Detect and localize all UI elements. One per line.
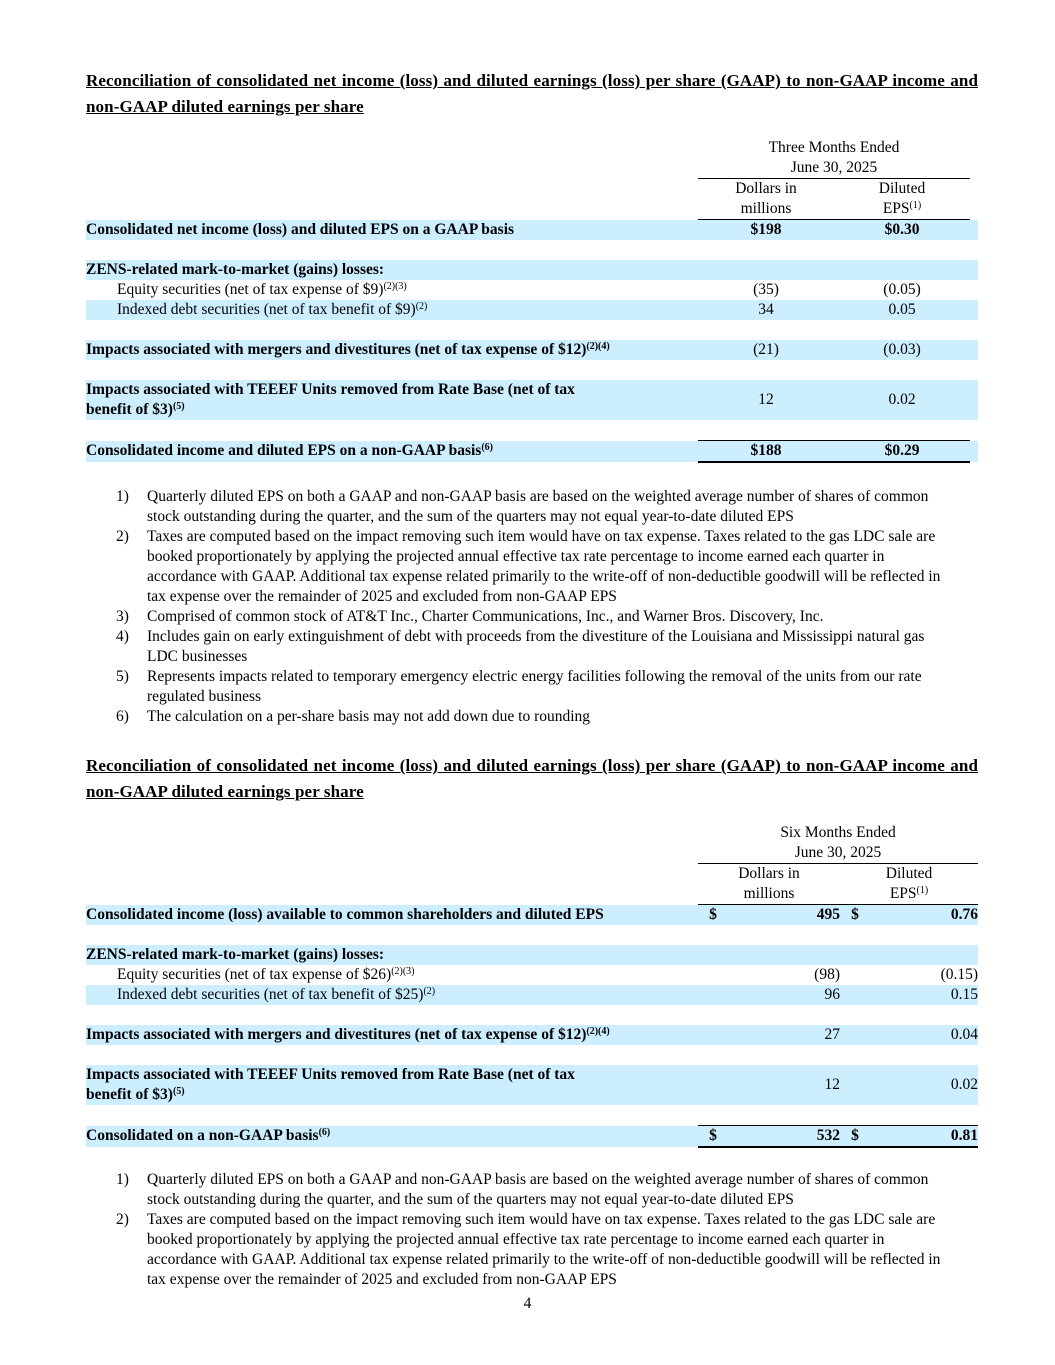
footnote: 1) Quarterly diluted EPS on both a GAAP and non-GAAP basis are based on the weighted average number of shares of common stock outstanding during the quarter, and the sum of the quarters may not equal year-to-date diluted EPS xyxy=(116,1171,929,1208)
section-six-months xyxy=(86,753,978,1290)
section-title: Reconciliation of consolidated net income (loss) and diluted earnings (loss) per share (GAAP) to non-GAAP income and non-GAAP diluted earnings per share xyxy=(86,71,978,116)
table-row-total: Consolidated income and diluted EPS on a non-GAAP basis$^{(6)}$ $188 $0.29 xyxy=(86,441,978,463)
table-row: Impacts associated with TEEEF Units removed from Rate Base (net of tax benefit of $3)$^{(5)}$ 12 0.02 xyxy=(86,1066,979,1103)
footnotes xyxy=(86,1170,978,1290)
column-header-eps: Diluted EPS$^{(1)}$ xyxy=(840,864,978,905)
footnote: 2) Taxes are computed based on the impact removing such item would have on tax expense. Taxes related to the gas LDC sale are booked proportionately by applying the projected annual effective tax rate percentage to income earned each quarter in accordance with GAAP. Additional tax expense related primarily to the write-off of non-deductible goodwill will be reflected in tax expense over the remainder of 2025 and excluded from non-GAAP EPS xyxy=(116,528,941,605)
footnote: 1) Quarterly diluted EPS on both a GAAP and non-GAAP basis are based on the weighted average number of shares of common stock outstanding during the quarter, and the sum of the quarters may not equal year-to-date diluted EPS xyxy=(116,488,929,525)
footnote: 4) Includes gain on early extinguishment of debt with proceeds from the divestiture of the Louisiana and Mississippi natural gas LDC businesses xyxy=(116,628,925,665)
table-row: Impacts associated with mergers and divestitures (net of tax expense of $12)$^{(2)(4)}$ 27 0.04 xyxy=(86,1026,979,1043)
table-row: Indexed debt securities (net of tax benefit of $25)$^{(2)}$ 96 0.15 xyxy=(86,985,978,1005)
column-header-row xyxy=(86,864,978,905)
table-header-row xyxy=(86,823,978,864)
column-header-dollars: Dollars in millions xyxy=(698,864,840,905)
period-header: Six Months Ended June 30, 2025 xyxy=(698,823,978,864)
table-row: Impacts associated with TEEEF Units removed from Rate Base (net of tax benefit of $3)$^{(5)}$ 12 0.02 xyxy=(86,380,978,420)
footnote: 5) Represents impacts related to temporary emergency electric energy facilities following the removal of the units from our rate regulated business xyxy=(116,668,922,705)
reconciliation-table xyxy=(86,138,978,463)
table-row: Equity securities (net of tax expense of $26)$^{(2)(3)}$ (98) (0.15) xyxy=(117,966,979,983)
table-row: Consolidated income (loss) available to common shareholders and diluted EPS $ 495 $ 0.76 xyxy=(86,905,979,923)
section-three-months xyxy=(86,68,978,727)
period-header: Three Months Ended June 30, 2025 xyxy=(698,138,970,179)
table-row: Equity securities (net of tax expense of $9)$^{(2)(3)}$ (35) (0.05) xyxy=(117,281,921,298)
footnote: 3) Comprised of common stock of AT&T Inc., Charter Communications, Inc., and Warner Bros. Discovery, Inc. xyxy=(116,608,824,625)
footnotes xyxy=(86,487,978,727)
page-number: 4 xyxy=(523,1295,532,1312)
table-row: Impacts associated with mergers and divestitures (net of tax expense of $12)$^{(2)(4)}$ (21) (0.03) xyxy=(86,340,978,360)
table-row: ZENS-related mark-to-market (gains) losses: xyxy=(86,945,978,965)
table-row: ZENS-related mark-to-market (gains) losses: xyxy=(86,260,978,280)
footnote: 6) The calculation on a per-share basis may not add down due to rounding xyxy=(116,708,591,725)
footnote: 2) Taxes are computed based on the impact removing such item would have on tax expense. Taxes related to the gas LDC sale are booked proportionately by applying the projected annual effective tax rate percentage to income earned each quarter in accordance with GAAP. Additional tax expense related primarily to the write-off of non-deductible goodwill will be reflected in tax expense over the remainder of 2025 and excluded from non-GAAP EPS xyxy=(116,1211,941,1288)
table-row-total: Consolidated on a non-GAAP basis$^{(6)}$ $ 532 $ 0.81 xyxy=(86,1126,978,1148)
section-title: Reconciliation of consolidated net income (loss) and diluted earnings (loss) per share (GAAP) to non-GAAP income and non-GAAP diluted earnings per share xyxy=(86,756,978,801)
table-row: Indexed debt securities (net of tax benefit of $9)$^{(2)}$ 34 0.05 xyxy=(86,300,978,320)
table-row: Consolidated net income (loss) and diluted EPS on a GAAP basis $198 $0.30 xyxy=(86,220,978,241)
column-header-dollars: Dollars in millions xyxy=(698,179,834,220)
table-header-row xyxy=(86,138,978,179)
reconciliation-table xyxy=(86,823,978,1148)
column-header-eps: Diluted EPS$^{(1)}$ xyxy=(834,179,970,220)
column-header-row xyxy=(86,179,978,220)
